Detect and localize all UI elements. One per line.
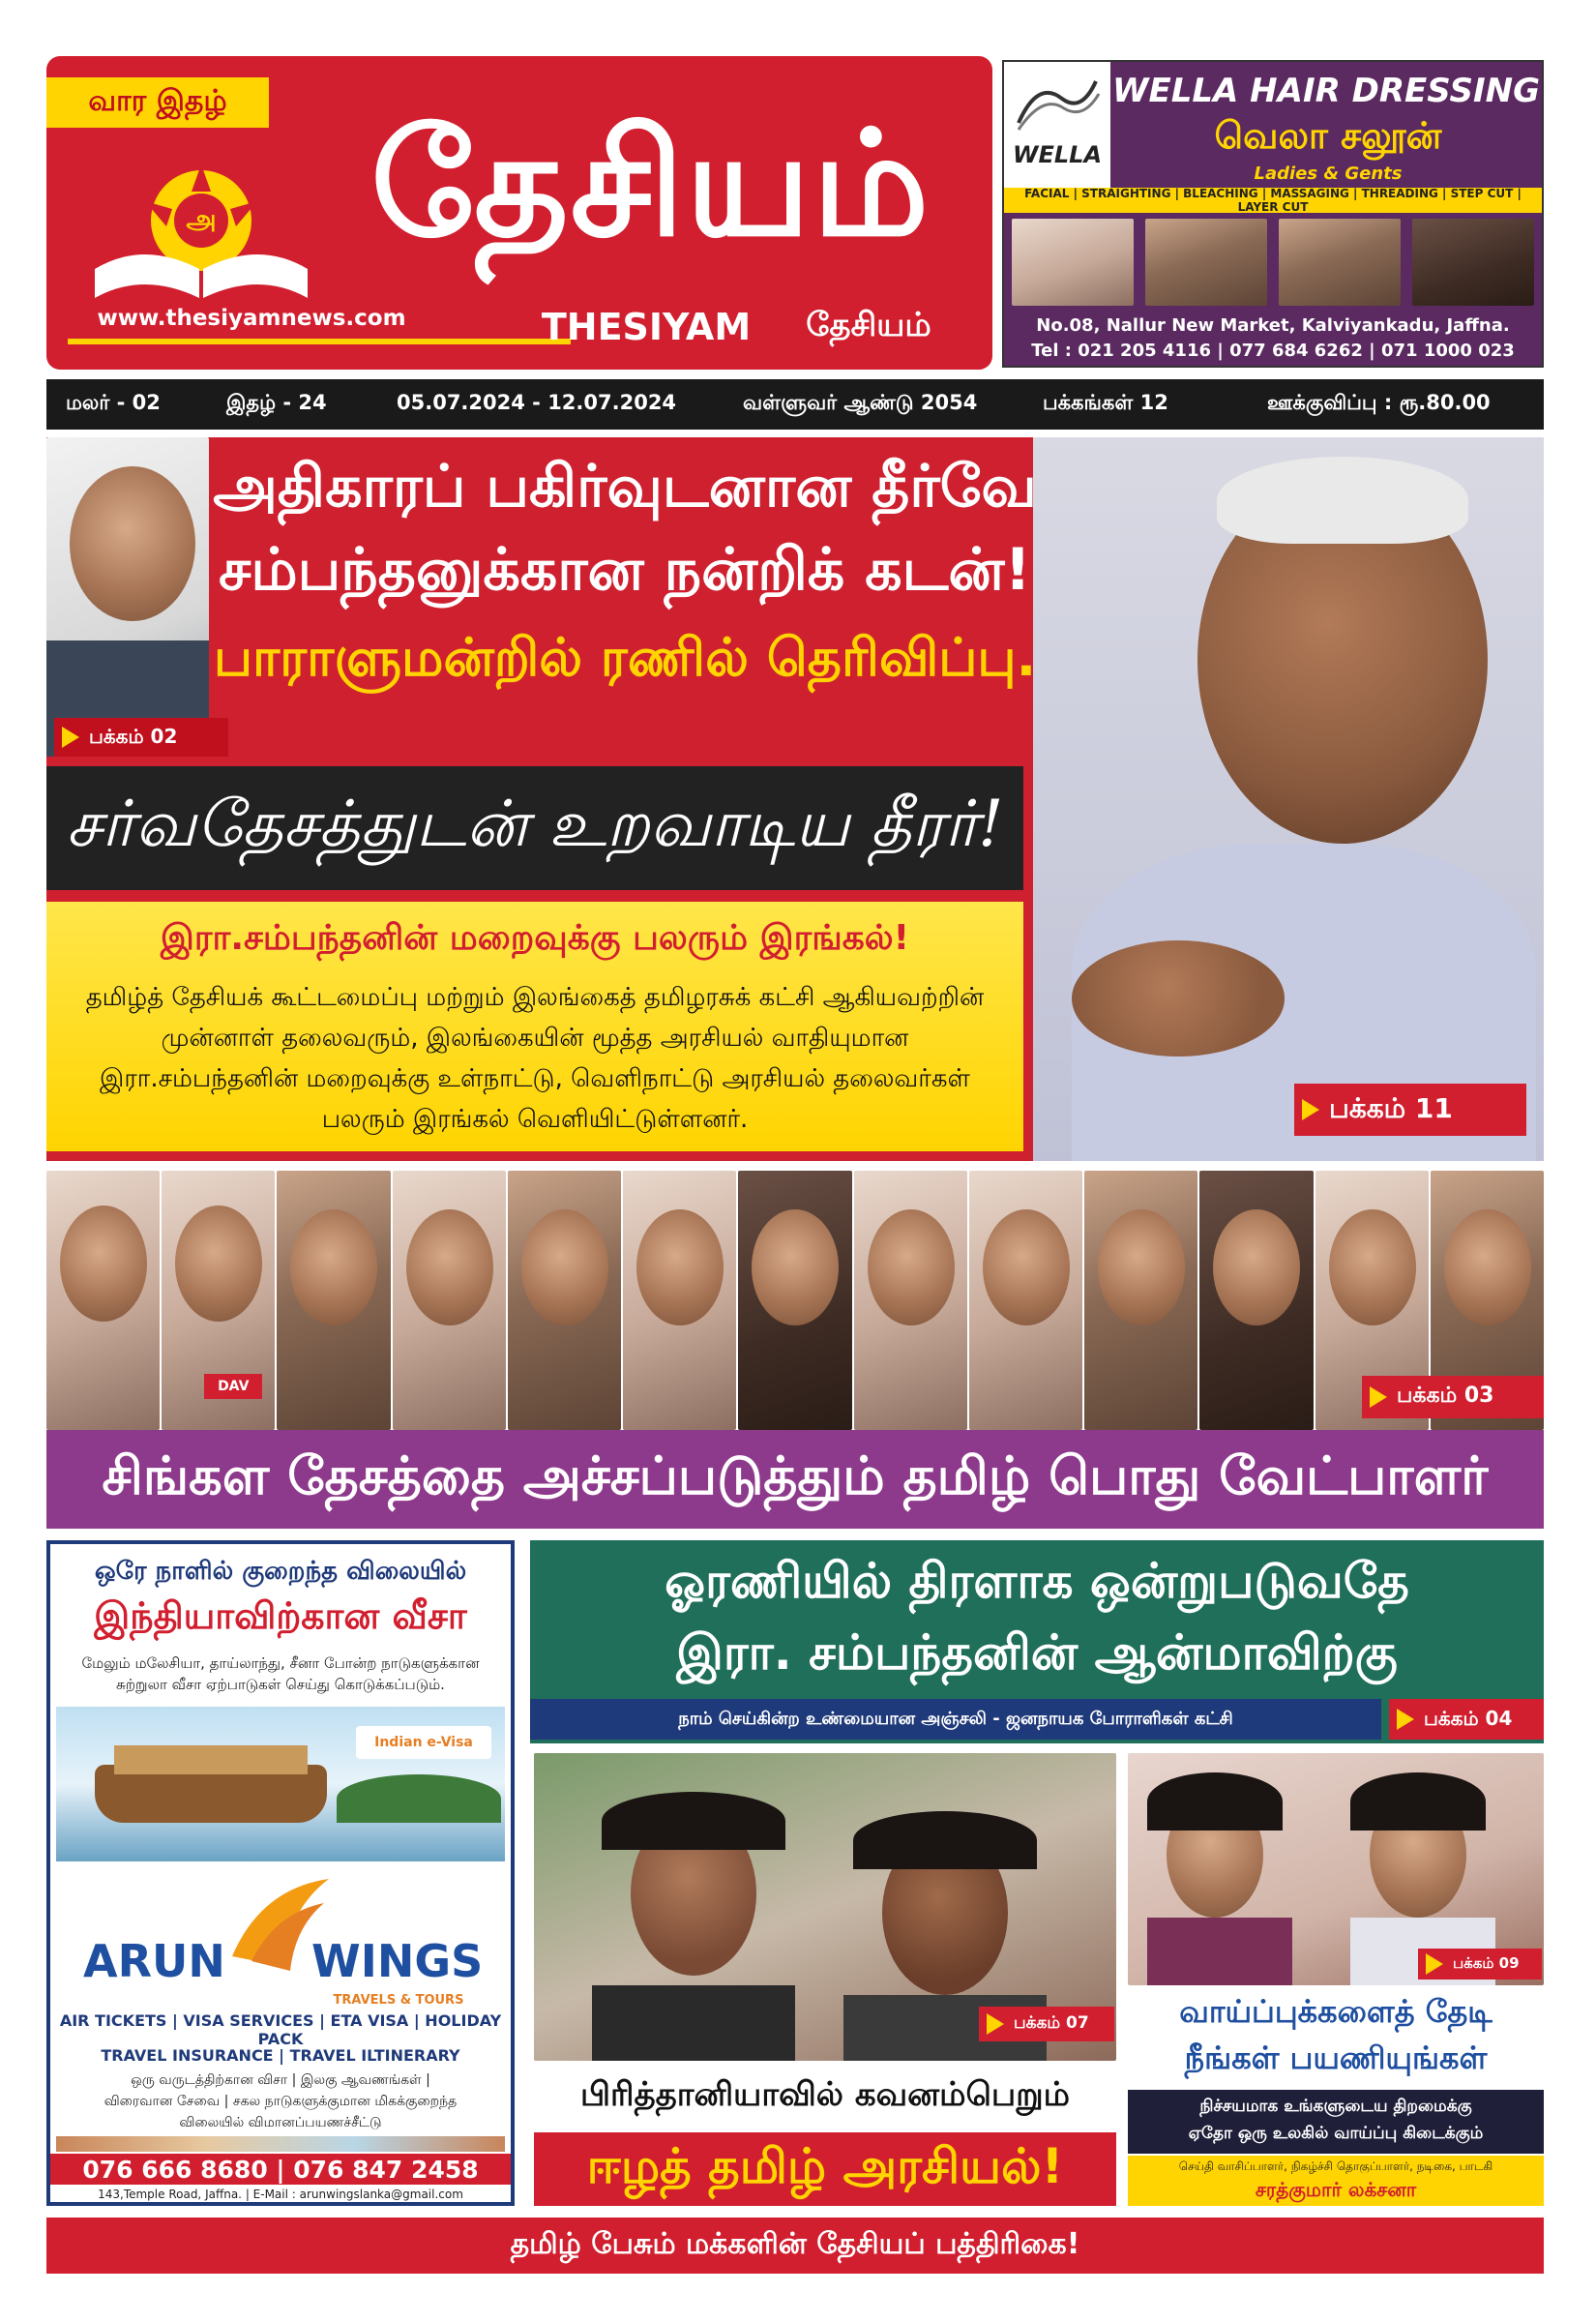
face-photo bbox=[508, 1171, 621, 1430]
lead-headline-2: சம்பந்தனுக்கான நன்றிக் கடன்! bbox=[219, 536, 1031, 604]
purple-headline: சிங்கள தேசத்தை அச்சப்படுத்தும் தமிழ் பொது வேட்பாளர் bbox=[46, 1430, 1544, 1529]
page-ref-02[interactable] bbox=[54, 718, 228, 757]
face-photo bbox=[969, 1171, 1082, 1430]
lead-headline-3: பாராளுமன்றில் ரணில் தெரிவிப்பு. bbox=[213, 626, 1037, 688]
masthead-title: தேசியம் bbox=[370, 101, 931, 269]
green-line2: இரா. சம்பந்தனின் ஆன்மாவிற்கு bbox=[676, 1623, 1398, 1681]
uk-story bbox=[534, 1753, 1116, 2206]
uk-line1: பிரித்தானியாவில் கவனம்பெறும் bbox=[534, 2067, 1116, 2127]
portrait-ranil bbox=[46, 437, 209, 757]
face-photo bbox=[46, 1171, 160, 1430]
condolence-body: தமிழ்த் தேசியக் கூட்டமைப்பு மற்றும் இலங்கைத் தமிழரசுக் கட்சி ஆகியவற்றின் முன்னாள் தலைவரும், இலங்கையின் மூத்த அரசியல் வாதியுமான இரா.சம்பந்தனின் மறைவுக்கு உள்நாட்டு, வெளிநாட்டு அரசியல் தலைவர்கள் பலரும் இரங்கல் வெளியிட்டுள்ளனர். bbox=[85, 983, 985, 1134]
wella-photos bbox=[1012, 219, 1534, 306]
wella-title: WELLA HAIR DRESSING bbox=[1111, 72, 1541, 110]
arun-line3: மேலும் மலேசியா, தாய்லாந்து, சீனா போன்ற நாடுகளுக்கான சுற்றுலா வீசா ஏற்பாடுகள் செய்து கொடுக்கப்படும். bbox=[81, 1654, 480, 1693]
landmarks-image bbox=[56, 2136, 505, 2152]
page-ref-11[interactable] bbox=[1294, 1084, 1526, 1136]
arun-note3: விலையில் விமானப்பயணச்சீட்டு bbox=[179, 2115, 382, 2130]
faces-strip bbox=[46, 1171, 1544, 1430]
salon-photo bbox=[1279, 219, 1401, 306]
lead-story bbox=[46, 437, 1544, 1161]
arrow-icon bbox=[1370, 1386, 1387, 1408]
issue-price: ஊக்குவிப்பு : ரூ.80.00 bbox=[1267, 391, 1491, 414]
ad-arun-wings bbox=[46, 1540, 515, 2206]
salon-photo bbox=[1012, 219, 1134, 306]
arun-note1: ஒரு வருடத்திற்கான விசா | இலகு ஆவணங்கள் | bbox=[131, 2072, 430, 2088]
issue-number: இதழ் - 24 bbox=[226, 391, 327, 414]
face-photo bbox=[1084, 1171, 1197, 1430]
page-ref-label: பக்கம் 09 bbox=[1453, 1954, 1520, 1972]
arrow-icon bbox=[62, 727, 79, 748]
arun-phones: 076 666 8680 | 076 847 2458 bbox=[50, 2154, 511, 2185]
page-ref-label: பக்கம் 04 bbox=[1424, 1706, 1513, 1730]
condolence-title: இரா.சம்பந்தனின் மறைவுக்கு பலரும் இரங்கல்! bbox=[160, 918, 910, 958]
green-sub: நாம் செய்கின்ற உண்மையான அஞ்சலி - ஜனநாயக போராளிகள் கட்சி bbox=[530, 1699, 1381, 1740]
houseboat-photo bbox=[56, 1707, 505, 1861]
footer-tagline: தமிழ் பேசும் மக்களின் தேசியப் பத்திரிகை! bbox=[46, 2218, 1544, 2274]
face-photo bbox=[623, 1171, 736, 1430]
arun-brand1: ARUN bbox=[83, 1935, 225, 1987]
arun-services2: TRAVEL INSURANCE | TRAVEL ILTINERARY bbox=[101, 2045, 460, 2065]
wella-phones: Tel : 021 205 4116 | 077 684 6262 | 071 1000 023 bbox=[1031, 340, 1515, 361]
wella-logo-box bbox=[1004, 62, 1110, 188]
face-photo bbox=[854, 1171, 967, 1430]
page-ref-label: பக்கம் 03 bbox=[1397, 1384, 1494, 1408]
arun-brand2: WINGS bbox=[311, 1935, 484, 1987]
opp-line1: வாய்ப்புக்களைத் தேடி bbox=[1179, 1993, 1493, 2030]
face-photo bbox=[162, 1171, 275, 1430]
arrow-icon bbox=[1397, 1709, 1414, 1730]
evisa-label: Indian e-Visa bbox=[356, 1726, 491, 1759]
faces-row bbox=[46, 1171, 1544, 1430]
masthead-title-ta-small: தேசியம் bbox=[806, 306, 931, 344]
issue-bar bbox=[46, 379, 1544, 430]
arun-note2: விரைவான சேவை | சகல நாடுகளுக்குமான மிகக்குறைந்த bbox=[103, 2094, 458, 2109]
arrow-icon bbox=[987, 2013, 1004, 2035]
wella-brand: WELLA bbox=[1012, 141, 1103, 168]
opp-credit1: செய்தி வாசிப்பாளர், நிகழ்ச்சி தொகுப்பாளர், நடிகை, பாடகி bbox=[1178, 2159, 1493, 2173]
mic-label: DAV bbox=[204, 1374, 262, 1399]
arun-brand-sub: TRAVELS & TOURS bbox=[333, 1992, 464, 2008]
uk-line2: ஈழத் தமிழ் அரசியல்! bbox=[534, 2132, 1116, 2206]
green-story bbox=[530, 1540, 1544, 1743]
arun-line2: இந்தியாவிற்கான வீசா bbox=[94, 1594, 467, 1637]
wella-title-ta: வெலா சலூன் bbox=[1214, 114, 1442, 157]
face-photo bbox=[277, 1171, 390, 1430]
page-ref-04[interactable] bbox=[1389, 1699, 1544, 1740]
wella-address: No.08, Nallur New Market, Kalviyankadu, Jaffna. bbox=[1036, 314, 1510, 336]
face-photo bbox=[738, 1171, 851, 1430]
opp-line2: நீங்கள் பயணியுங்கள் bbox=[1184, 2039, 1488, 2076]
wella-services: FACIAL | STRAIGHTING | BLEACHING | MASSAGING | THREADING | STEP CUT | LAYER CUT bbox=[1004, 188, 1542, 213]
arrow-icon bbox=[1302, 1099, 1319, 1120]
opp-sub2: ஏதோ ஒரு உலகில் வாய்ப்பு கிடைக்கும் bbox=[1188, 2124, 1484, 2143]
opportunity-story bbox=[1128, 1753, 1544, 2206]
issue-dates: 05.07.2024 - 12.07.2024 bbox=[397, 391, 677, 414]
masthead bbox=[46, 56, 992, 370]
opp-credit2: சரத்குமார் லக்சனா bbox=[1255, 2177, 1417, 2201]
opp-sub1: நிச்சயமாக உங்களுடைய திறமைக்கு bbox=[1199, 2097, 1472, 2116]
green-line1: ஓரணியில் திரளாக ஒன்றுபடுவதே bbox=[665, 1552, 1409, 1609]
page-ref-label: பக்கம் 07 bbox=[1014, 2013, 1089, 2033]
weekly-label: வார இதழ் bbox=[46, 77, 269, 128]
page-ref-07[interactable] bbox=[979, 2007, 1114, 2041]
underline-decoration bbox=[68, 339, 571, 344]
tribute-banner bbox=[46, 766, 1023, 890]
page-ref-label: பக்கம் 02 bbox=[89, 724, 178, 748]
arrow-icon bbox=[1426, 1953, 1443, 1975]
page-ref-09[interactable] bbox=[1418, 1949, 1542, 1980]
issue-pages: பக்கங்கள் 12 bbox=[1043, 391, 1168, 414]
website-label: www.thesiyamnews.com bbox=[97, 306, 406, 331]
face-photo bbox=[393, 1171, 506, 1430]
portrait-sampanthan bbox=[1033, 437, 1544, 1161]
tribute-banner-text: சர்வதேசத்துடன் உறவாடிய தீரர்! bbox=[66, 787, 1004, 861]
salon-photo bbox=[1145, 219, 1267, 306]
face-photo bbox=[1199, 1171, 1313, 1430]
page-ref-03[interactable] bbox=[1362, 1376, 1544, 1418]
salon-photo bbox=[1412, 219, 1534, 306]
arun-services1: AIR TICKETS | VISA SERVICES | ETA VISA | HOLIDAY PACK bbox=[59, 2011, 502, 2048]
issue-year: வள்ளுவர் ஆண்டு 2054 bbox=[743, 391, 978, 414]
arun-line1: ஒரே நாளில் குறைந்த விலையில் bbox=[94, 1556, 467, 1586]
logo-letter: அ bbox=[186, 202, 217, 235]
masthead-title-en: THESIYAM bbox=[541, 306, 752, 348]
condolence-box bbox=[46, 902, 1023, 1151]
opp-credit-box bbox=[1128, 2156, 1544, 2206]
lead-headline-1: அதிகாரப் பகிர்வுடனான தீர்வே bbox=[213, 453, 1037, 521]
hair-wave-icon bbox=[1004, 70, 1110, 137]
logo-icon bbox=[85, 163, 317, 308]
wella-subtitle: Ladies & Gents bbox=[1254, 163, 1403, 184]
ad-wella bbox=[1002, 60, 1544, 368]
page-ref-label: பக்கம் 11 bbox=[1329, 1091, 1453, 1124]
arun-address: 143,Temple Road, Jaffna. | E-Mail : arunwingslanka@gmail.com bbox=[98, 2188, 463, 2201]
opp-sub-box bbox=[1128, 2090, 1544, 2154]
issue-volume: மலர் - 02 bbox=[66, 391, 161, 414]
